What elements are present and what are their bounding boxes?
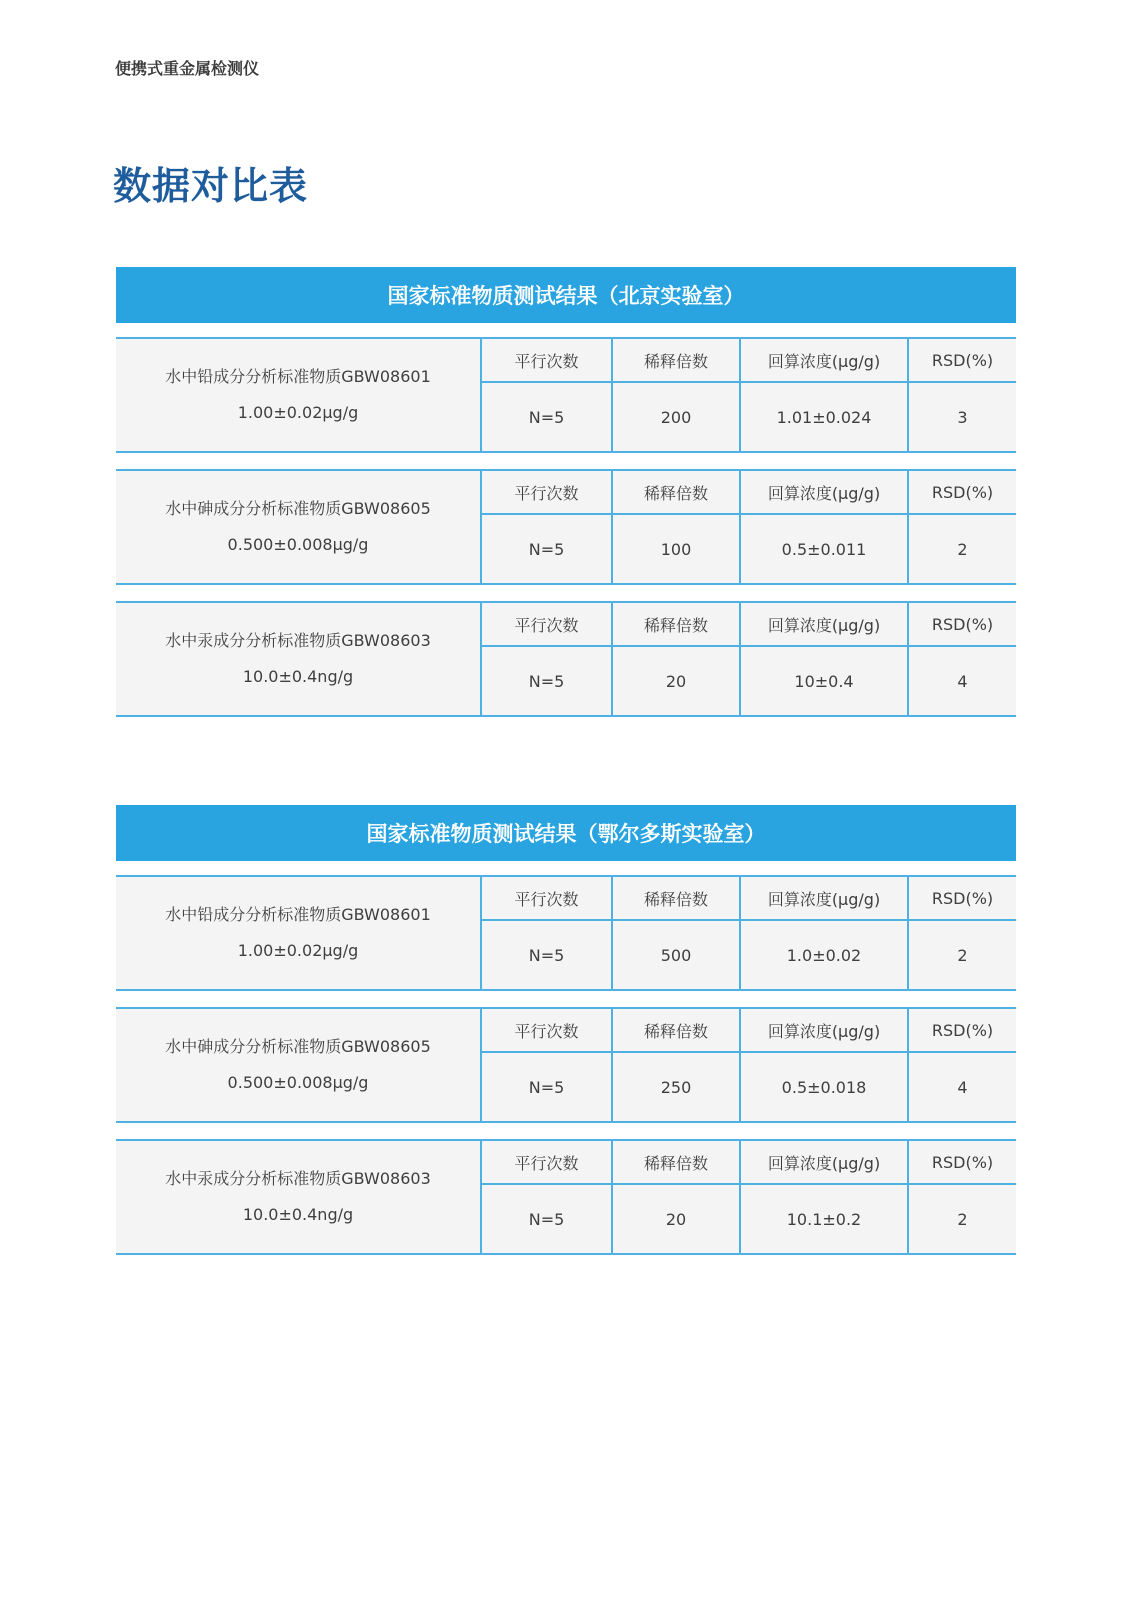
col-header-concentration: 回算浓度(μg/g) <box>739 471 907 515</box>
value-concentration: 10.1±0.2 <box>739 1185 907 1253</box>
sample-name: 水中铅成分分析标准物质GBW08601 <box>165 905 431 924</box>
sample-cell <box>116 1141 480 1253</box>
col-header-dilution: 稀释倍数 <box>611 1009 739 1053</box>
col-header-replicates: 平行次数 <box>480 1141 611 1185</box>
sample-standard: 0.500±0.008μg/g <box>227 1073 369 1092</box>
value-dilution: 200 <box>611 383 739 451</box>
value-replicates: N=5 <box>480 921 611 989</box>
value-rsd: 2 <box>907 515 1016 583</box>
value-dilution: 20 <box>611 1185 739 1253</box>
result-grid <box>480 603 1016 715</box>
col-header-replicates: 平行次数 <box>480 603 611 647</box>
value-dilution: 500 <box>611 921 739 989</box>
section-banner: 国家标准物质测试结果（鄂尔多斯实验室） <box>116 805 1016 861</box>
col-header-replicates: 平行次数 <box>480 877 611 921</box>
sample-name: 水中砷成分分析标准物质GBW08605 <box>165 1037 431 1056</box>
sample-name: 水中汞成分分析标准物质GBW08603 <box>165 631 431 650</box>
col-header-concentration: 回算浓度(μg/g) <box>739 603 907 647</box>
sample-name: 水中砷成分分析标准物质GBW08605 <box>165 499 431 518</box>
result-grid <box>480 1141 1016 1253</box>
col-header-replicates: 平行次数 <box>480 339 611 383</box>
col-header-concentration: 回算浓度(μg/g) <box>739 339 907 383</box>
col-header-rsd: RSD(%) <box>907 1009 1016 1053</box>
sample-cell <box>116 471 480 583</box>
result-block <box>116 469 1016 585</box>
value-replicates: N=5 <box>480 1185 611 1253</box>
sample-standard: 1.00±0.02μg/g <box>237 403 359 422</box>
value-dilution: 100 <box>611 515 739 583</box>
sample-cell <box>116 877 480 989</box>
page-title: 数据对比表 <box>113 164 309 208</box>
col-header-concentration: 回算浓度(μg/g) <box>739 877 907 921</box>
value-replicates: N=5 <box>480 1053 611 1121</box>
col-header-rsd: RSD(%) <box>907 877 1016 921</box>
col-header-replicates: 平行次数 <box>480 1009 611 1053</box>
value-concentration: 0.5±0.011 <box>739 515 907 583</box>
sample-name: 水中铅成分分析标准物质GBW08601 <box>165 367 431 386</box>
col-header-rsd: RSD(%) <box>907 603 1016 647</box>
value-concentration: 10±0.4 <box>739 647 907 715</box>
sample-cell <box>116 339 480 451</box>
value-dilution: 20 <box>611 647 739 715</box>
value-rsd: 4 <box>907 1053 1016 1121</box>
result-block <box>116 1139 1016 1255</box>
section-ordos <box>116 805 1016 1255</box>
value-replicates: N=5 <box>480 647 611 715</box>
col-header-dilution: 稀释倍数 <box>611 339 739 383</box>
col-header-concentration: 回算浓度(μg/g) <box>739 1141 907 1185</box>
value-concentration: 1.01±0.024 <box>739 383 907 451</box>
result-block <box>116 601 1016 717</box>
col-header-concentration: 回算浓度(μg/g) <box>739 1009 907 1053</box>
sample-cell <box>116 603 480 715</box>
result-grid <box>480 877 1016 989</box>
result-grid <box>480 339 1016 451</box>
value-concentration: 1.0±0.02 <box>739 921 907 989</box>
sample-name: 水中汞成分分析标准物质GBW08603 <box>165 1169 431 1188</box>
sample-standard: 10.0±0.4ng/g <box>242 667 354 686</box>
sample-standard: 0.500±0.008μg/g <box>227 535 369 554</box>
sample-standard: 10.0±0.4ng/g <box>242 1205 354 1224</box>
document-header: 便携式重金属检测仪 <box>115 59 260 78</box>
col-header-rsd: RSD(%) <box>907 471 1016 515</box>
value-replicates: N=5 <box>480 383 611 451</box>
result-block <box>116 337 1016 453</box>
col-header-replicates: 平行次数 <box>480 471 611 515</box>
sample-standard: 1.00±0.02μg/g <box>237 941 359 960</box>
col-header-dilution: 稀释倍数 <box>611 471 739 515</box>
value-concentration: 0.5±0.018 <box>739 1053 907 1121</box>
col-header-dilution: 稀释倍数 <box>611 1141 739 1185</box>
col-header-dilution: 稀释倍数 <box>611 877 739 921</box>
col-header-rsd: RSD(%) <box>907 339 1016 383</box>
sample-cell <box>116 1009 480 1121</box>
value-rsd: 4 <box>907 647 1016 715</box>
section-banner: 国家标准物质测试结果（北京实验室） <box>116 267 1016 323</box>
result-block <box>116 875 1016 991</box>
section-beijing <box>116 267 1016 717</box>
value-replicates: N=5 <box>480 515 611 583</box>
value-dilution: 250 <box>611 1053 739 1121</box>
col-header-dilution: 稀释倍数 <box>611 603 739 647</box>
value-rsd: 2 <box>907 921 1016 989</box>
result-block <box>116 1007 1016 1123</box>
value-rsd: 2 <box>907 1185 1016 1253</box>
result-grid <box>480 471 1016 583</box>
col-header-rsd: RSD(%) <box>907 1141 1016 1185</box>
result-grid <box>480 1009 1016 1121</box>
value-rsd: 3 <box>907 383 1016 451</box>
